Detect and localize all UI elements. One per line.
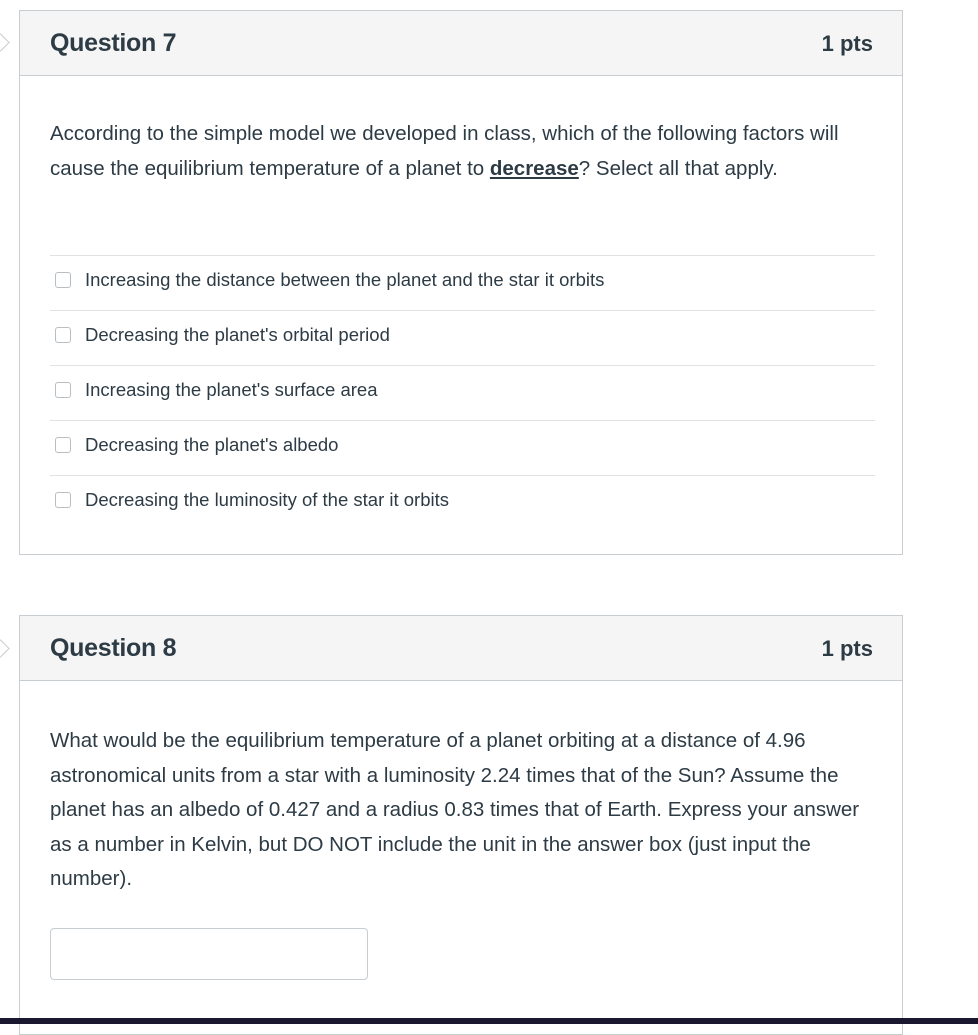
question-7-text-part1: According to the simple model we developed in class, which of the following factors will cause the equilibrium temperature of a planet to [50, 122, 839, 180]
question-7-text-emphasis: decrease [489, 156, 579, 180]
question-7-answers [50, 255, 875, 530]
question-8 [19, 615, 903, 1035]
question-7-marker-icon [0, 33, 10, 51]
question-8-marker-icon [0, 639, 10, 657]
answer-option[interactable] [50, 475, 875, 530]
bottom-bar [0, 1018, 978, 1024]
question-8-header [20, 616, 902, 681]
question-7-text-part2: ? Select all that apply. [578, 156, 778, 180]
answer-option[interactable] [50, 365, 875, 420]
answer-label[interactable]: Increasing the planet's surface area [85, 379, 378, 400]
question-7-text [50, 117, 870, 186]
question-7-title: Question 7 [50, 29, 177, 57]
answer-label[interactable]: Decreasing the luminosity of the star it orbits [85, 489, 449, 510]
answer-checkbox[interactable] [55, 327, 71, 343]
answer-label[interactable]: Increasing the distance between the planet and the star it orbits [85, 269, 605, 290]
question-7-points: 1 pts [821, 31, 873, 56]
answer-option[interactable] [50, 310, 875, 365]
question-7 [19, 10, 903, 555]
answer-label[interactable]: Decreasing the planet's orbital period [85, 324, 390, 345]
question-8-text: What would be the equilibrium temperature of a planet orbiting at a distance of 4.96 astronomical units from a star with a luminosity 2.24 times that of the Sun? Assume the planet has an albedo of 0.427 and a radius 0.83 times that of Earth. Express your answer as a number in Kelvin, but DO NOT include the unit in the answer box (just input the number). [50, 729, 860, 890]
answer-checkbox[interactable] [55, 492, 71, 508]
answer-checkbox[interactable] [55, 382, 71, 398]
question-8-title: Question 8 [50, 634, 177, 662]
answer-checkbox[interactable] [55, 437, 71, 453]
question-8-points: 1 pts [821, 636, 873, 661]
answer-option[interactable] [50, 255, 875, 310]
answer-option[interactable] [50, 420, 875, 475]
question-7-header [20, 11, 902, 76]
answer-checkbox[interactable] [55, 272, 71, 288]
answer-label[interactable]: Decreasing the planet's albedo [85, 434, 339, 455]
question-8-answer-input[interactable] [50, 928, 368, 980]
